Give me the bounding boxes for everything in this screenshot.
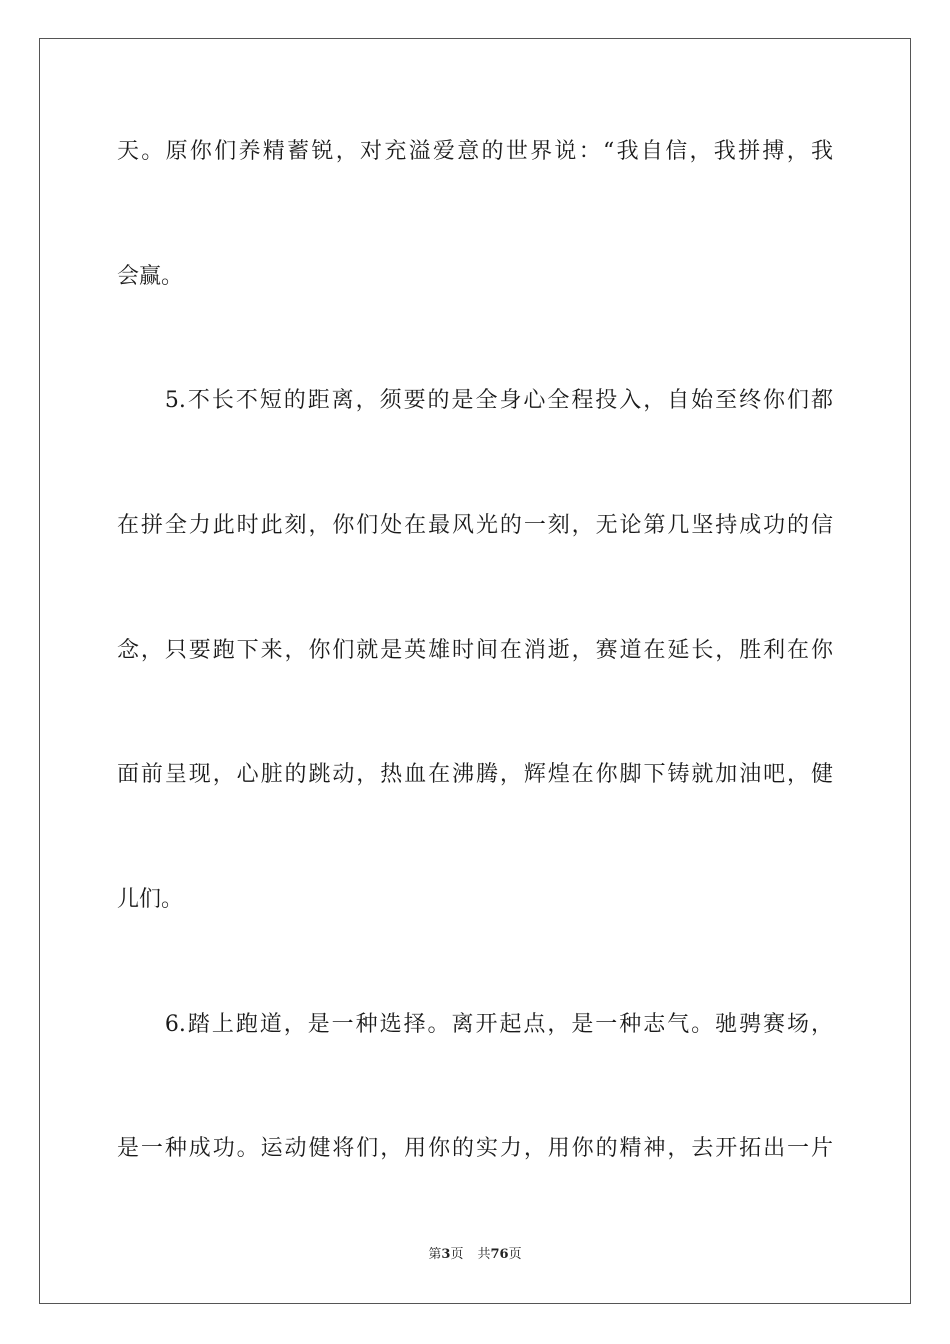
total-suffix: 页 [508,1247,522,1262]
paragraph-line: 会赢。 [117,264,184,289]
total-prefix: 共 [477,1247,491,1262]
paragraph-line: 6.踏上跑道，是一种选择。离开起点，是一种志气。驰骋赛场， [117,1012,833,1037]
current-page-number: 3 [441,1247,451,1262]
paragraph-line: 念，只要跑下来，你们就是英雄时间在消逝，赛道在延长，胜利在你 [117,638,833,663]
page-suffix: 页 [450,1247,464,1262]
page-prefix: 第 [428,1247,442,1262]
paragraph-line: 在拼全力此时此刻，你们处在最风光的一刻，无论第几坚持成功的信 [117,513,833,538]
paragraph-line: 是一种成功。运动健将们，用你的实力，用你的精神，去开拓出一片 [117,1136,833,1161]
paragraph-line: 天。原你们养精蓄锐，对充溢爱意的世界说：“我自信，我拼搏，我 [117,139,833,164]
paragraph-line: 5.不长不短的距离，须要的是全身心全程投入，自始至终你们都 [117,388,833,413]
total-page-number: 76 [490,1247,509,1262]
page-border [39,38,911,1304]
paragraph-line: 儿们。 [117,887,184,912]
page-footer [0,1246,950,1264]
paragraph-line: 面前呈现，心脏的跳动，热血在沸腾，辉煌在你脚下铸就加油吧，健 [117,762,833,787]
